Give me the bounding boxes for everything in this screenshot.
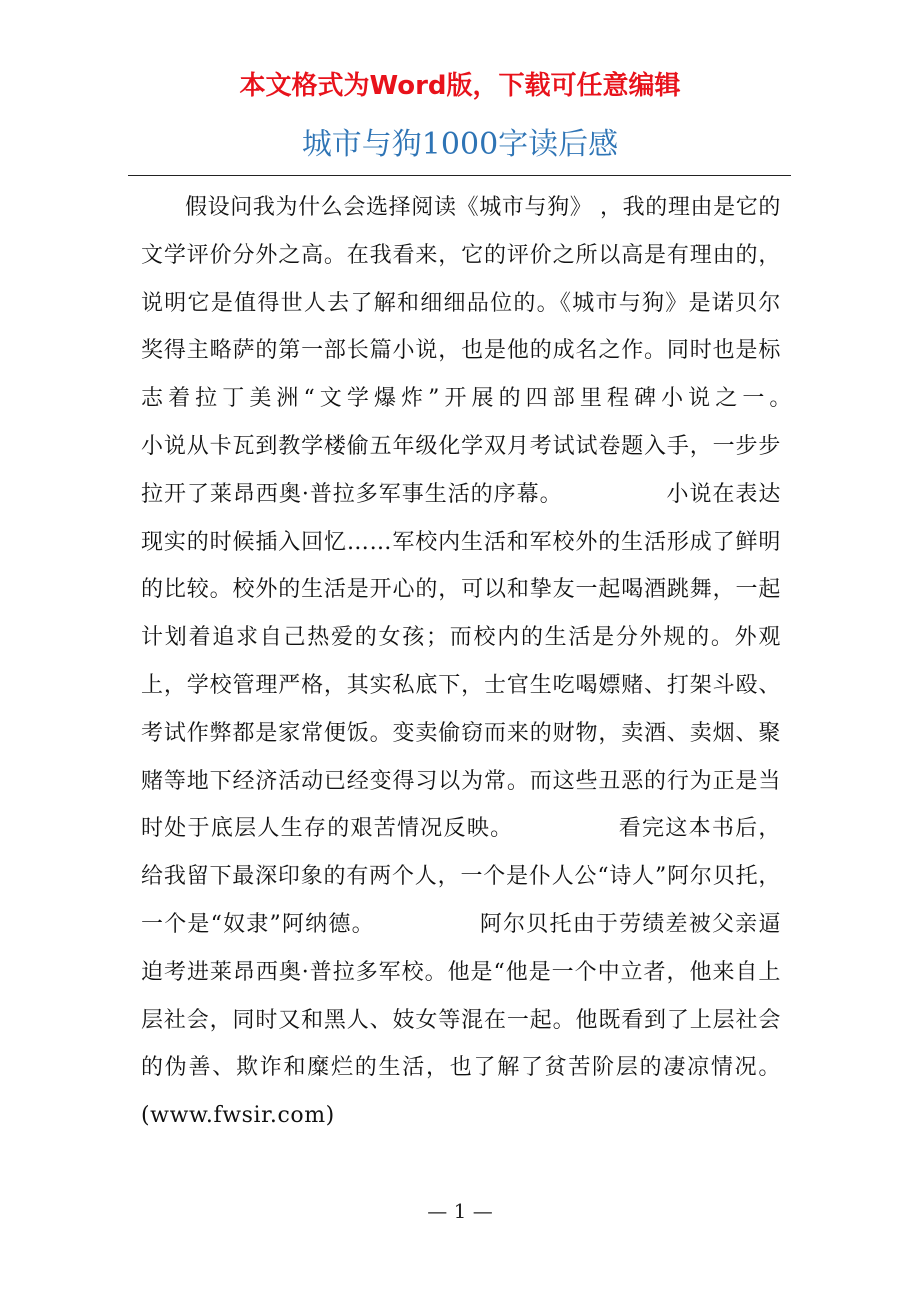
body-paragraph: 假设问我为什么会选择阅读《城市与狗》 ，我的理由是它的文学评价分外之高。在我看来，它的评价之所以高是有理由的，说明它是值得世人去了解和细细品位的。《城市与狗》是诺贝尔奖得主略萨的第一部长篇小说，也是他的成名之作。同时也是标志着拉丁美洲“文学爆炸”开展的四部里程碑小说之一。 小说从卡瓦到教学楼偷五年级化学双月考试试卷题入手，一步步拉开了莱昂西奥·普拉多军事生活的序幕。 小说在表达现实的时候插入回忆……军校内生活和军校外的生活形成了鲜明的比较。校外的生活是开心的，可以和挚友一起喝酒跳舞，一起计划着追求自己热爱的女孩；而校内的生活是分外规的。外观上，学校管理严格，其实私底下，士官生吃喝嫖赌、打架斗殴、考试作弊都是家常便饭。变卖偷窃而来的财物，卖酒、卖烟、聚赌等地下经济活动已经变得习以为常。而这些丑恶的行为正是当时处于底层人生存的艰苦情况反映。 看完这本书后，给我留下最深印象的有两个人，一个是仆人公“诗人”阿尔贝托，一个是“奴隶”阿纳德。 阿尔贝托由于劳绩差被父亲逼迫考进莱昂西奥·普拉多军校。他是“他是一个中立者，他来自上层社会，同时又和黑人、妓女等混在一起。他既看到了上层社会的伪善、欺诈和糜烂的生活，也了解了贫苦阶层的凄凉情况。(www.fwsir.com) [141, 195, 895, 1129]
page-title: 城市与狗1000字读后感 [301, 127, 619, 162]
format-notice-banner: 本文格式为Word版，下载可任意编辑 [239, 71, 681, 101]
page-number: — 1 — [427, 1199, 493, 1223]
title-divider [128, 175, 791, 176]
